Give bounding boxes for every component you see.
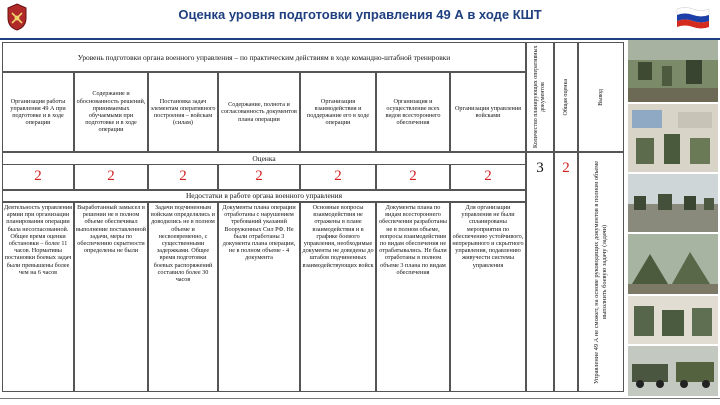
- deficiency-cell: Документы плана операции отработаны с нарушением требований указаний Вооруженных Сил РФ. Не были отработаны 3 документа плана операции, не в полном объеме - 4 документа: [218, 202, 300, 392]
- russian-flag-icon: [676, 6, 710, 30]
- criteria-cell: Содержание и обоснованность решений, принимаемых обучаемыми при подготовке и в ходе операции: [74, 72, 148, 152]
- conclusion-cell: Управление 49 А не сможет, на основе руководящих документов в полном объеме выполнить боевую задачу (задачи): [578, 152, 624, 392]
- criteria-cell: Организация и осуществление всех видов всестороннего обеспечения: [376, 72, 450, 152]
- header-divider: [0, 38, 720, 40]
- level-header: Уровень подготовки органа военного управления – по практическим действиям в ходе командно-штабной тренировки: [2, 42, 526, 72]
- emblem-icon: [4, 2, 30, 32]
- criteria-cell: Организация взаимодействия и поддержание его в ходе операции: [300, 72, 376, 152]
- conclusion-header: Вывод: [578, 42, 624, 152]
- footer-divider: [0, 398, 720, 399]
- criteria-cell: Постановка задач элементам оперативного построения – войскам (силам): [148, 72, 218, 152]
- deficiency-cell: Деятельность управления армии при организации планирования операции была несогласованной. Общее время оценки обстановки – более 11 часов. Нормативы постановки боевых задач были превышены более чем на 6 часов: [2, 202, 74, 392]
- deficiency-cell: Задачи подчиненным войскам определялись и доводились не в полном объеме и несвоевременно, с существенными задержками. Общее время подготовки боевых распоряжений составило более 30 часов: [148, 202, 218, 392]
- deficiency-cell: Выработанный замысел в решении не в полном объеме обеспечивал выполнение поставленной задачи, меры по обеспечению скрытности определены не были: [74, 202, 148, 392]
- grade-cell: 2: [218, 164, 300, 190]
- count-value-cell: 3: [526, 152, 554, 392]
- photo-field-troops: [628, 40, 718, 102]
- photo-vehicles: [628, 346, 718, 396]
- deficiency-cell: Основные вопросы взаимодействия не отражены в плане взаимодействия и в графике боевого управления, необходимые документы не доведены до штабов подчиненных взаимодействующих войск: [300, 202, 376, 392]
- photo-meeting: [628, 296, 718, 344]
- grade-cell: 2: [74, 164, 148, 190]
- deficiency-cell: Для организации управления не были спланированы мероприятия по обеспечению устойчивого, непрерывного и скрытного управления, подавлению живучести системы управления: [450, 202, 526, 392]
- grade-cell: 2: [376, 164, 450, 190]
- grade-cell: 2: [148, 164, 218, 190]
- grade-cell: 2: [300, 164, 376, 190]
- overall-header: Общая оценка: [554, 42, 578, 152]
- photo-column-march: [628, 174, 718, 232]
- count-header: Количество планирующих оперативных документов: [526, 42, 554, 152]
- criteria-cell: Содержание, полнота и согласованность документов плана операции: [218, 72, 300, 152]
- photo-tents: [628, 234, 718, 294]
- grade-cell: 2: [450, 164, 526, 190]
- deficiency-cell: Документы плана по видам всестороннего обеспечения разработаны не в полном объеме, вопросы взаимодействия по видам обеспечения не отрабатывались. Не были отработаны в полном объеме 3 плана по видам обеспечения: [376, 202, 450, 392]
- criteria-cell: Организация работы управления 49 А при подготовке и в ходе операции: [2, 72, 74, 152]
- photo-staff-room: [628, 104, 718, 172]
- grades-label: Оценка: [2, 152, 526, 164]
- criteria-cell: Организация управления войсками: [450, 72, 526, 152]
- deficiencies-label: Недостатки в работе органа военного управления: [2, 190, 526, 202]
- overall-value-cell: 2: [554, 152, 578, 392]
- page-title: Оценка уровня подготовки управления 49 А в ходе КШТ: [178, 7, 542, 22]
- grade-cell: 2: [2, 164, 74, 190]
